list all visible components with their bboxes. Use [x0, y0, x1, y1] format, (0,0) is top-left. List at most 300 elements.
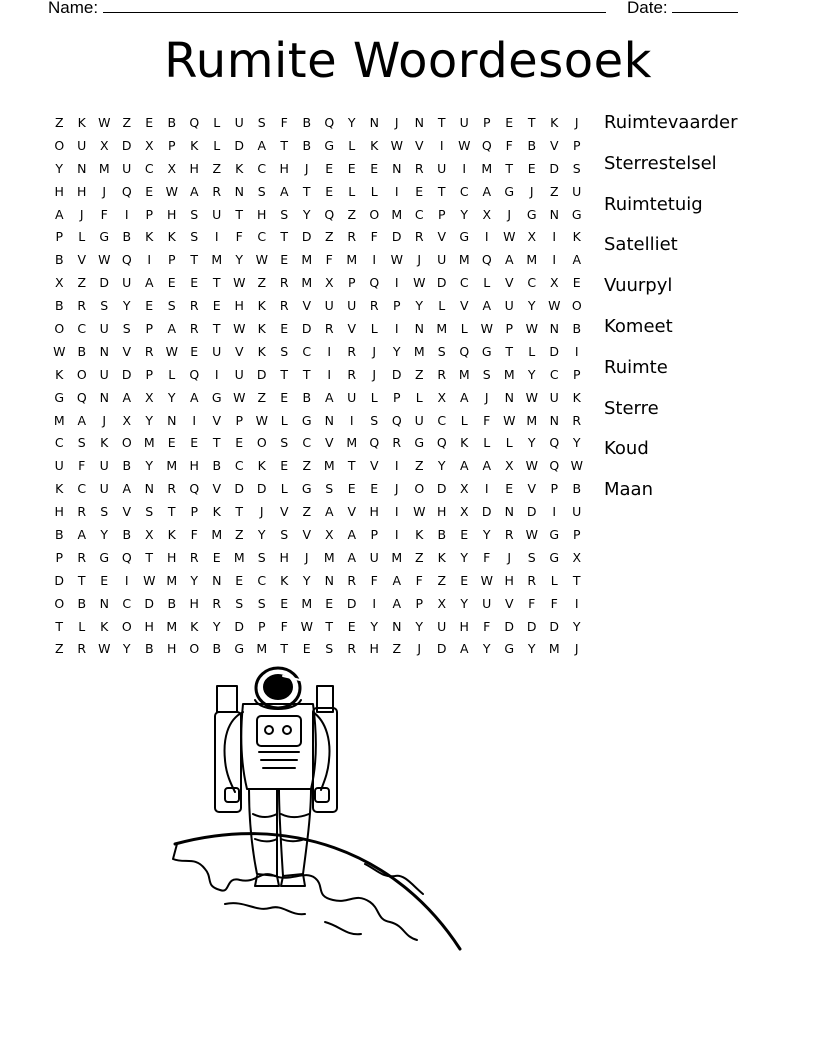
grid-letter[interactable]: J — [102, 183, 107, 199]
grid-letter[interactable]: A — [504, 252, 514, 268]
grid-letter[interactable]: Z — [257, 275, 267, 291]
grid-letter[interactable]: W — [525, 389, 538, 405]
grid-letter[interactable]: V — [324, 435, 334, 451]
grid-letter[interactable]: K — [77, 115, 86, 130]
grid-letter[interactable]: I — [214, 366, 219, 382]
grid-letter[interactable]: U — [54, 458, 64, 474]
grid-letter[interactable]: P — [370, 527, 379, 543]
grid-letter[interactable]: P — [392, 389, 401, 405]
grid-letter[interactable]: X — [549, 275, 559, 291]
grid-letter[interactable]: E — [325, 183, 334, 199]
grid-letter[interactable]: X — [504, 458, 514, 474]
grid-letter[interactable]: K — [212, 504, 221, 520]
grid-letter[interactable]: I — [349, 412, 354, 428]
grid-letter[interactable]: E — [527, 160, 536, 176]
grid-letter[interactable]: Z — [324, 229, 334, 245]
grid-letter[interactable]: H — [54, 183, 64, 199]
grid-letter[interactable]: O — [571, 298, 582, 314]
grid-letter[interactable]: M — [233, 549, 245, 565]
grid-letter[interactable]: N — [549, 206, 559, 222]
grid-letter[interactable]: U — [99, 458, 109, 474]
grid-letter[interactable]: L — [460, 412, 468, 428]
grid-letter[interactable]: E — [460, 572, 469, 588]
grid-letter[interactable]: J — [304, 549, 309, 565]
grid-letter[interactable]: A — [167, 321, 177, 337]
grid-letter[interactable]: F — [78, 458, 86, 474]
grid-letter[interactable]: J — [304, 160, 309, 176]
grid-letter[interactable]: L — [550, 572, 558, 588]
grid-letter[interactable]: M — [391, 549, 403, 565]
grid-letter[interactable]: Y — [482, 641, 491, 657]
grid-letter[interactable]: M — [301, 595, 313, 611]
grid-letter[interactable]: R — [167, 481, 177, 497]
grid-letter[interactable]: T — [527, 115, 536, 130]
grid-letter[interactable]: P — [145, 206, 154, 222]
grid-letter[interactable]: Y — [460, 549, 469, 565]
grid-letter[interactable]: E — [280, 389, 289, 405]
grid-letter[interactable]: V — [459, 298, 469, 314]
grid-letter[interactable]: A — [572, 252, 582, 268]
grid-letter[interactable]: B — [54, 527, 64, 543]
grid-letter[interactable]: R — [279, 298, 289, 314]
grid-letter[interactable]: W — [548, 298, 561, 314]
grid-letter[interactable]: G — [414, 435, 425, 451]
grid-letter[interactable]: Q — [189, 366, 200, 382]
grid-letter[interactable]: E — [280, 321, 289, 337]
grid-letter[interactable]: Q — [324, 115, 335, 130]
grid-letter[interactable]: O — [121, 435, 132, 451]
grid-letter[interactable]: W — [255, 252, 268, 268]
grid-letter[interactable]: H — [167, 206, 177, 222]
grid-letter[interactable]: B — [54, 298, 64, 314]
grid-letter[interactable]: Z — [302, 504, 312, 520]
grid-letter[interactable]: C — [302, 435, 312, 451]
grid-letter[interactable]: R — [189, 321, 199, 337]
grid-letter[interactable]: W — [458, 137, 471, 153]
grid-letter[interactable]: A — [257, 137, 267, 153]
grid-letter[interactable]: R — [347, 572, 357, 588]
grid-letter[interactable]: R — [279, 275, 289, 291]
grid-letter[interactable]: A — [77, 527, 87, 543]
grid-letter[interactable]: W — [503, 229, 516, 245]
grid-letter[interactable]: R — [77, 298, 87, 314]
grid-letter[interactable]: M — [143, 435, 155, 451]
grid-letter[interactable]: M — [301, 252, 313, 268]
grid-letter[interactable]: O — [189, 641, 200, 657]
grid-letter[interactable]: Q — [369, 435, 380, 451]
grid-letter[interactable]: R — [144, 343, 154, 359]
grid-letter[interactable]: A — [144, 275, 154, 291]
grid-letter[interactable]: K — [190, 137, 199, 153]
grid-letter[interactable]: S — [100, 504, 109, 520]
grid-letter[interactable]: J — [484, 389, 489, 405]
grid-letter[interactable]: K — [145, 229, 154, 245]
grid-letter[interactable]: F — [190, 527, 198, 543]
grid-letter[interactable]: F — [483, 618, 491, 634]
grid-letter[interactable]: L — [460, 321, 468, 337]
grid-letter[interactable]: K — [550, 115, 559, 130]
grid-letter[interactable]: I — [394, 527, 399, 543]
grid-letter[interactable]: F — [280, 115, 288, 130]
grid-letter[interactable]: P — [235, 412, 244, 428]
grid-letter[interactable]: U — [99, 321, 109, 337]
grid-letter[interactable]: L — [78, 618, 86, 634]
grid-letter[interactable]: W — [165, 183, 178, 199]
grid-letter[interactable]: T — [212, 275, 221, 291]
grid-letter[interactable]: N — [414, 321, 424, 337]
grid-letter[interactable]: H — [54, 504, 64, 520]
grid-letter[interactable]: F — [100, 206, 108, 222]
grid-letter[interactable]: C — [549, 366, 559, 382]
grid-letter[interactable]: V — [234, 343, 244, 359]
grid-letter[interactable]: Y — [167, 389, 176, 405]
grid-letter[interactable]: L — [370, 389, 378, 405]
grid-letter[interactable]: M — [548, 641, 560, 657]
grid-letter[interactable]: X — [482, 206, 492, 222]
grid-letter[interactable]: W — [525, 458, 538, 474]
grid-letter[interactable]: A — [482, 298, 492, 314]
grid-letter[interactable]: Z — [77, 275, 87, 291]
grid-letter[interactable]: M — [256, 641, 268, 657]
grid-letter[interactable]: U — [549, 389, 559, 405]
grid-letter[interactable]: V — [279, 504, 289, 520]
grid-letter[interactable]: T — [505, 343, 514, 359]
grid-letter[interactable]: T — [280, 366, 289, 382]
grid-letter[interactable]: N — [504, 504, 514, 520]
grid-letter[interactable]: I — [574, 343, 579, 359]
grid-letter[interactable]: L — [280, 412, 288, 428]
grid-letter[interactable]: F — [483, 412, 491, 428]
grid-letter[interactable]: E — [167, 435, 176, 451]
grid-letter[interactable]: C — [144, 160, 154, 176]
grid-letter[interactable]: A — [347, 549, 357, 565]
grid-letter[interactable]: Y — [370, 618, 379, 634]
grid-letter[interactable]: T — [145, 549, 154, 565]
grid-letter[interactable]: N — [99, 389, 109, 405]
grid-letter[interactable]: W — [233, 275, 246, 291]
grid-letter[interactable]: Z — [234, 527, 244, 543]
grid-letter[interactable]: S — [280, 206, 289, 222]
grid-letter[interactable]: R — [212, 183, 222, 199]
grid-letter[interactable]: J — [79, 206, 84, 222]
grid-letter[interactable]: N — [414, 115, 424, 130]
grid-letter[interactable]: W — [165, 343, 178, 359]
grid-letter[interactable]: K — [167, 229, 176, 245]
grid-letter[interactable]: B — [302, 137, 312, 153]
grid-letter[interactable]: Q — [189, 481, 200, 497]
grid-letter[interactable]: Y — [55, 160, 64, 176]
grid-letter[interactable]: L — [370, 183, 378, 199]
grid-letter[interactable]: S — [257, 595, 266, 611]
grid-letter[interactable]: K — [572, 389, 581, 405]
grid-letter[interactable]: T — [437, 115, 446, 130]
grid-letter[interactable]: I — [192, 412, 197, 428]
grid-letter[interactable]: V — [504, 275, 514, 291]
grid-letter[interactable]: I — [394, 458, 399, 474]
grid-letter[interactable]: S — [280, 343, 289, 359]
grid-letter[interactable]: P — [572, 137, 581, 153]
grid-letter[interactable]: F — [280, 618, 288, 634]
grid-letter[interactable]: T — [235, 504, 244, 520]
grid-letter[interactable]: T — [190, 252, 199, 268]
grid-letter[interactable]: L — [415, 389, 423, 405]
grid-letter[interactable]: X — [167, 160, 177, 176]
grid-letter[interactable]: S — [280, 527, 289, 543]
grid-letter[interactable]: D — [346, 595, 357, 611]
grid-letter[interactable]: P — [257, 618, 266, 634]
grid-letter[interactable]: D — [256, 366, 267, 382]
grid-letter[interactable]: E — [212, 549, 221, 565]
grid-letter[interactable]: J — [259, 504, 264, 520]
grid-letter[interactable]: T — [302, 366, 311, 382]
grid-letter[interactable]: X — [459, 481, 469, 497]
grid-letter[interactable]: I — [327, 343, 332, 359]
grid-letter[interactable]: G — [571, 206, 582, 222]
grid-letter[interactable]: B — [437, 527, 447, 543]
grid-letter[interactable]: A — [189, 183, 199, 199]
grid-letter[interactable]: R — [437, 366, 447, 382]
grid-letter[interactable]: I — [439, 137, 444, 153]
grid-letter[interactable]: U — [369, 549, 379, 565]
grid-letter[interactable]: Z — [549, 183, 559, 199]
grid-letter[interactable]: E — [347, 618, 356, 634]
grid-letter[interactable]: B — [122, 229, 132, 245]
grid-letter[interactable]: M — [458, 366, 470, 382]
grid-letter[interactable]: S — [482, 366, 491, 382]
grid-letter[interactable]: U — [482, 595, 492, 611]
grid-letter[interactable]: C — [122, 595, 132, 611]
grid-letter[interactable]: B — [54, 252, 64, 268]
grid-letter[interactable]: A — [459, 641, 469, 657]
grid-letter[interactable]: M — [211, 252, 223, 268]
grid-letter[interactable]: B — [302, 389, 312, 405]
grid-letter[interactable]: Z — [414, 458, 424, 474]
grid-letter[interactable]: V — [212, 412, 222, 428]
grid-letter[interactable]: C — [54, 435, 64, 451]
grid-letter[interactable]: X — [437, 595, 447, 611]
grid-letter[interactable]: G — [481, 343, 492, 359]
grid-letter[interactable]: E — [415, 183, 424, 199]
grid-letter[interactable]: H — [437, 504, 447, 520]
grid-letter[interactable]: T — [347, 458, 356, 474]
grid-letter[interactable]: Y — [415, 618, 424, 634]
grid-letter[interactable]: E — [100, 572, 109, 588]
grid-letter[interactable]: O — [121, 618, 132, 634]
grid-letter[interactable]: I — [372, 595, 377, 611]
grid-letter[interactable]: E — [212, 298, 221, 314]
grid-letter[interactable]: O — [76, 366, 87, 382]
grid-letter[interactable]: D — [436, 275, 447, 291]
grid-letter[interactable]: E — [572, 275, 581, 291]
grid-letter[interactable]: L — [348, 183, 356, 199]
grid-letter[interactable]: S — [257, 183, 266, 199]
grid-letter[interactable]: X — [144, 137, 154, 153]
grid-letter[interactable]: P — [167, 252, 176, 268]
grid-letter[interactable]: D — [436, 641, 447, 657]
grid-letter[interactable]: U — [212, 343, 222, 359]
grid-letter[interactable]: S — [325, 481, 334, 497]
grid-letter[interactable]: M — [436, 321, 448, 337]
grid-letter[interactable]: D — [234, 481, 245, 497]
grid-letter[interactable]: G — [99, 229, 110, 245]
grid-letter[interactable]: K — [572, 229, 581, 245]
grid-letter[interactable]: G — [526, 206, 537, 222]
grid-letter[interactable]: J — [529, 183, 534, 199]
grid-letter[interactable]: U — [459, 115, 469, 130]
grid-letter[interactable]: G — [301, 412, 312, 428]
grid-letter[interactable]: E — [325, 160, 334, 176]
grid-letter[interactable]: L — [370, 321, 378, 337]
grid-letter[interactable]: J — [507, 206, 512, 222]
grid-letter[interactable]: X — [572, 549, 582, 565]
grid-letter[interactable]: L — [168, 366, 176, 382]
grid-letter[interactable]: R — [504, 527, 514, 543]
grid-letter[interactable]: I — [394, 321, 399, 337]
grid-letter[interactable]: I — [124, 206, 129, 222]
grid-letter[interactable]: J — [372, 343, 377, 359]
grid-letter[interactable]: R — [77, 504, 87, 520]
grid-letter[interactable]: N — [392, 618, 402, 634]
grid-letter[interactable]: D — [549, 618, 560, 634]
grid-letter[interactable]: G — [301, 481, 312, 497]
grid-letter[interactable]: C — [257, 572, 267, 588]
grid-letter[interactable]: S — [167, 298, 176, 314]
grid-letter[interactable]: B — [572, 321, 582, 337]
grid-letter[interactable]: J — [372, 366, 377, 382]
grid-letter[interactable]: F — [505, 137, 513, 153]
grid-letter[interactable]: C — [234, 458, 244, 474]
grid-letter[interactable]: M — [346, 252, 358, 268]
grid-letter[interactable]: M — [211, 527, 223, 543]
grid-letter[interactable]: C — [527, 275, 537, 291]
grid-letter[interactable]: J — [417, 252, 422, 268]
grid-letter[interactable]: B — [77, 343, 87, 359]
grid-letter[interactable]: D — [301, 321, 312, 337]
grid-letter[interactable]: X — [527, 229, 537, 245]
grid-letter[interactable]: A — [189, 389, 199, 405]
grid-letter[interactable]: T — [235, 206, 244, 222]
grid-letter[interactable]: L — [505, 435, 513, 451]
grid-letter[interactable]: U — [122, 160, 132, 176]
grid-letter[interactable]: V — [77, 252, 87, 268]
grid-letter[interactable]: U — [572, 504, 582, 520]
grid-letter[interactable]: H — [77, 183, 87, 199]
grid-letter[interactable]: S — [190, 229, 199, 245]
grid-letter[interactable]: Y — [460, 595, 469, 611]
grid-letter[interactable]: E — [280, 252, 289, 268]
grid-letter[interactable]: E — [145, 115, 154, 130]
grid-letter[interactable]: M — [391, 206, 403, 222]
grid-letter[interactable]: Q — [549, 435, 560, 451]
grid-letter[interactable]: P — [55, 229, 64, 245]
grid-letter[interactable]: G — [99, 549, 110, 565]
grid-letter[interactable]: Y — [257, 527, 266, 543]
grid-letter[interactable]: W — [480, 572, 493, 588]
grid-letter[interactable]: V — [527, 481, 537, 497]
grid-letter[interactable]: Z — [302, 458, 312, 474]
grid-letter[interactable]: R — [189, 298, 199, 314]
grid-letter[interactable]: G — [54, 389, 65, 405]
grid-letter[interactable]: R — [324, 321, 334, 337]
grid-letter[interactable]: M — [526, 412, 538, 428]
grid-letter[interactable]: Y — [572, 435, 581, 451]
grid-letter[interactable]: U — [414, 412, 424, 428]
grid-letter[interactable]: A — [347, 527, 357, 543]
grid-letter[interactable]: E — [505, 481, 514, 497]
grid-letter[interactable]: P — [505, 321, 514, 337]
grid-letter[interactable]: D — [121, 137, 132, 153]
grid-letter[interactable]: P — [190, 504, 199, 520]
grid-letter[interactable]: Y — [527, 641, 536, 657]
grid-letter[interactable]: Y — [212, 618, 221, 634]
grid-letter[interactable]: I — [327, 366, 332, 382]
grid-letter[interactable]: H — [257, 206, 267, 222]
grid-letter[interactable]: X — [122, 412, 132, 428]
grid-letter[interactable]: H — [167, 641, 177, 657]
grid-letter[interactable]: V — [414, 137, 424, 153]
grid-letter[interactable]: H — [234, 298, 244, 314]
grid-letter[interactable]: K — [100, 435, 109, 451]
grid-letter[interactable]: W — [143, 572, 156, 588]
grid-letter[interactable]: Q — [459, 343, 470, 359]
grid-letter[interactable]: T — [212, 435, 221, 451]
grid-letter[interactable]: K — [235, 160, 244, 176]
grid-letter[interactable]: K — [257, 298, 266, 314]
grid-letter[interactable]: K — [415, 527, 424, 543]
grid-letter[interactable]: K — [55, 481, 64, 497]
grid-letter[interactable]: U — [99, 366, 109, 382]
grid-letter[interactable]: N — [99, 595, 109, 611]
grid-letter[interactable]: W — [413, 275, 426, 291]
grid-letter[interactable]: M — [53, 412, 65, 428]
grid-letter[interactable]: E — [280, 458, 289, 474]
grid-letter[interactable]: P — [145, 366, 154, 382]
grid-letter[interactable]: O — [256, 435, 267, 451]
grid-letter[interactable]: V — [549, 137, 559, 153]
grid-letter[interactable]: L — [213, 115, 221, 130]
grid-letter[interactable]: A — [77, 412, 87, 428]
grid-letter[interactable]: A — [482, 458, 492, 474]
grid-letter[interactable]: T — [505, 160, 514, 176]
grid-letter[interactable]: Y — [145, 458, 154, 474]
grid-letter[interactable]: Y — [100, 527, 109, 543]
grid-letter[interactable]: Z — [122, 115, 132, 130]
grid-letter[interactable]: X — [324, 275, 334, 291]
grid-letter[interactable]: Y — [302, 206, 311, 222]
grid-letter[interactable]: K — [257, 458, 266, 474]
grid-letter[interactable]: V — [347, 504, 357, 520]
grid-letter[interactable]: D — [121, 366, 132, 382]
grid-letter[interactable]: K — [437, 549, 446, 565]
grid-letter[interactable]: R — [77, 549, 87, 565]
grid-letter[interactable]: D — [301, 229, 312, 245]
grid-letter[interactable]: T — [325, 618, 334, 634]
grid-letter[interactable]: Z — [212, 160, 222, 176]
grid-letter[interactable]: D — [481, 504, 492, 520]
grid-letter[interactable]: M — [166, 572, 178, 588]
grid-letter[interactable]: Y — [122, 641, 131, 657]
grid-letter[interactable]: H — [279, 549, 289, 565]
grid-letter[interactable]: V — [122, 504, 132, 520]
grid-letter[interactable]: X — [144, 389, 154, 405]
grid-letter[interactable]: D — [256, 481, 267, 497]
grid-letter[interactable]: U — [437, 252, 447, 268]
grid-letter[interactable]: G — [211, 389, 222, 405]
grid-letter[interactable]: L — [483, 435, 491, 451]
grid-letter[interactable]: S — [77, 435, 86, 451]
grid-letter[interactable]: U — [212, 206, 222, 222]
grid-letter[interactable]: M — [458, 252, 470, 268]
